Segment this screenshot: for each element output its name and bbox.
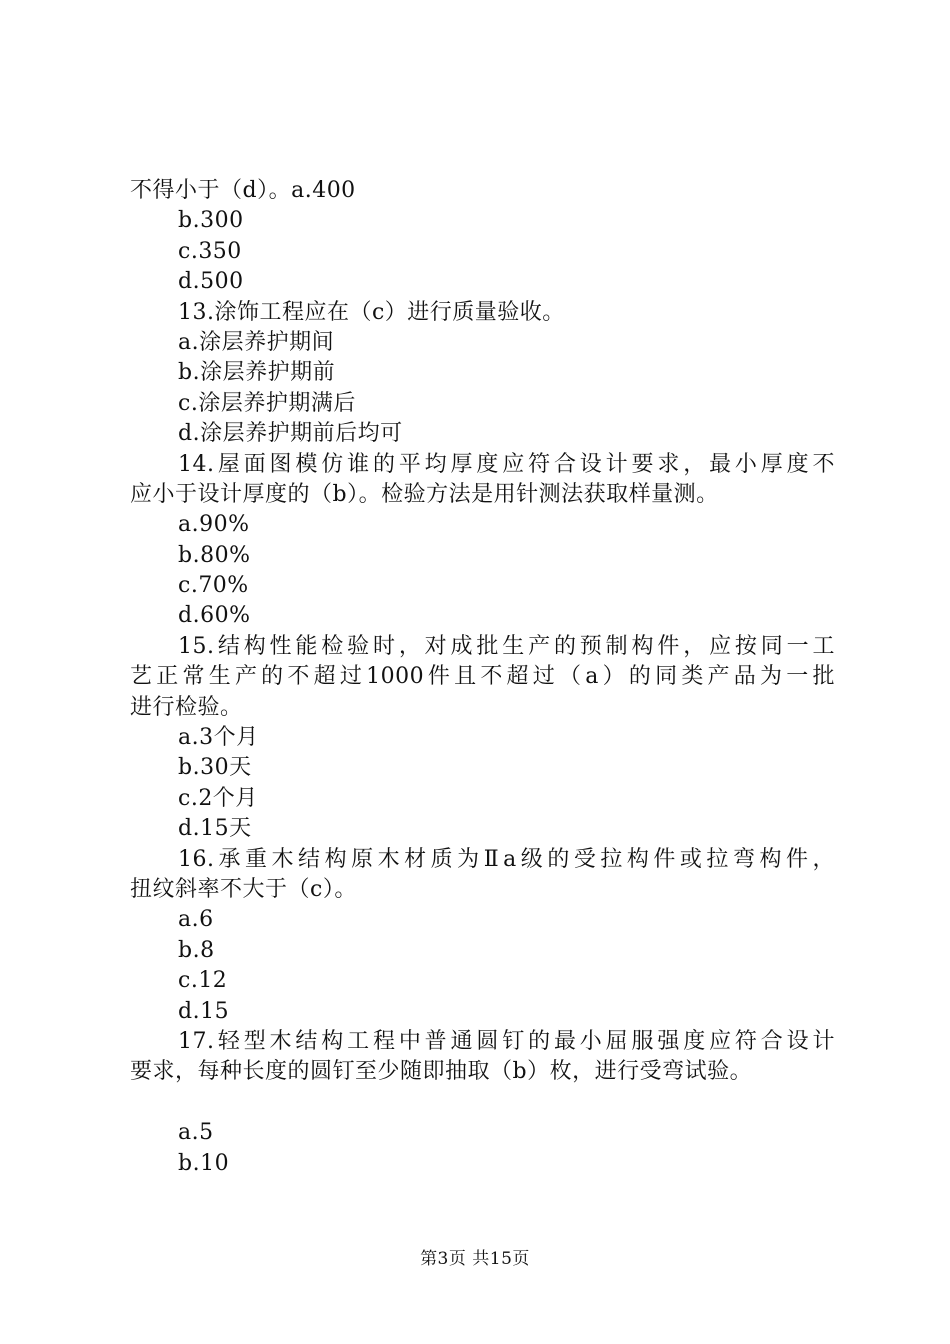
text-line: c.350	[178, 238, 242, 264]
text-line: d.15	[178, 998, 230, 1024]
text-line: a.5	[178, 1120, 214, 1146]
text-line: a.3个月	[178, 725, 259, 751]
text-line: c.70%	[178, 573, 249, 599]
text-line: c.2个月	[178, 785, 258, 811]
text-line: 14.屋面图模仿谁的平均厚度应符合设计要求，最小厚度不	[178, 451, 835, 477]
text-line: 17.轻型木结构工程中普通圆钉的最小屈服强度应符合设计	[178, 1029, 835, 1054]
text-line: 进行检验。	[130, 694, 243, 720]
text-line: a.90%	[178, 512, 250, 538]
text-line: b.10	[178, 1150, 230, 1176]
text-line: c.涂层养护期满后	[178, 390, 356, 416]
text-line: 要求，每种长度的圆钉至少随即抽取（b）枚，进行受弯试验。	[130, 1059, 753, 1085]
text-line: b.300	[178, 208, 244, 234]
text-line: c.12	[178, 968, 228, 994]
blank-line	[130, 1088, 835, 1118]
text-line: 应小于设计厚度的（b）。检验方法是用针测法获取样量测。	[130, 481, 719, 507]
text-line: a.涂层养护期间	[178, 329, 335, 355]
text-line: b.30天	[178, 755, 252, 781]
text-line: 扭纹斜率不大于（c）。	[130, 877, 357, 903]
text-line: 不得小于（d）。a.400	[130, 178, 356, 203]
text-line: d.15天	[178, 816, 252, 842]
text-line: 13.涂饰工程应在（c）进行质量验收。	[178, 299, 565, 325]
text-line: a.6	[178, 907, 214, 933]
page-footer: 第3页 共15页	[420, 1249, 530, 1269]
text-line: 艺正常生产的不超过1000件且不超过（a）的同类产品为一批	[130, 664, 835, 690]
text-line: 15.结构性能检验时，对成批生产的预制构件，应按同一工	[178, 633, 835, 659]
document-body	[130, 176, 835, 1179]
text-line: b.8	[178, 937, 215, 963]
text-line: b.涂层养护期前	[178, 360, 336, 386]
text-line: d.涂层养护期前后均可	[178, 421, 403, 447]
text-line: d.500	[178, 269, 244, 295]
text-line: 16.承重木结构原木材质为Ⅱa级的受拉构件或拉弯构件，	[178, 846, 835, 872]
text-line: d.60%	[178, 603, 251, 629]
text-line: b.80%	[178, 542, 251, 568]
